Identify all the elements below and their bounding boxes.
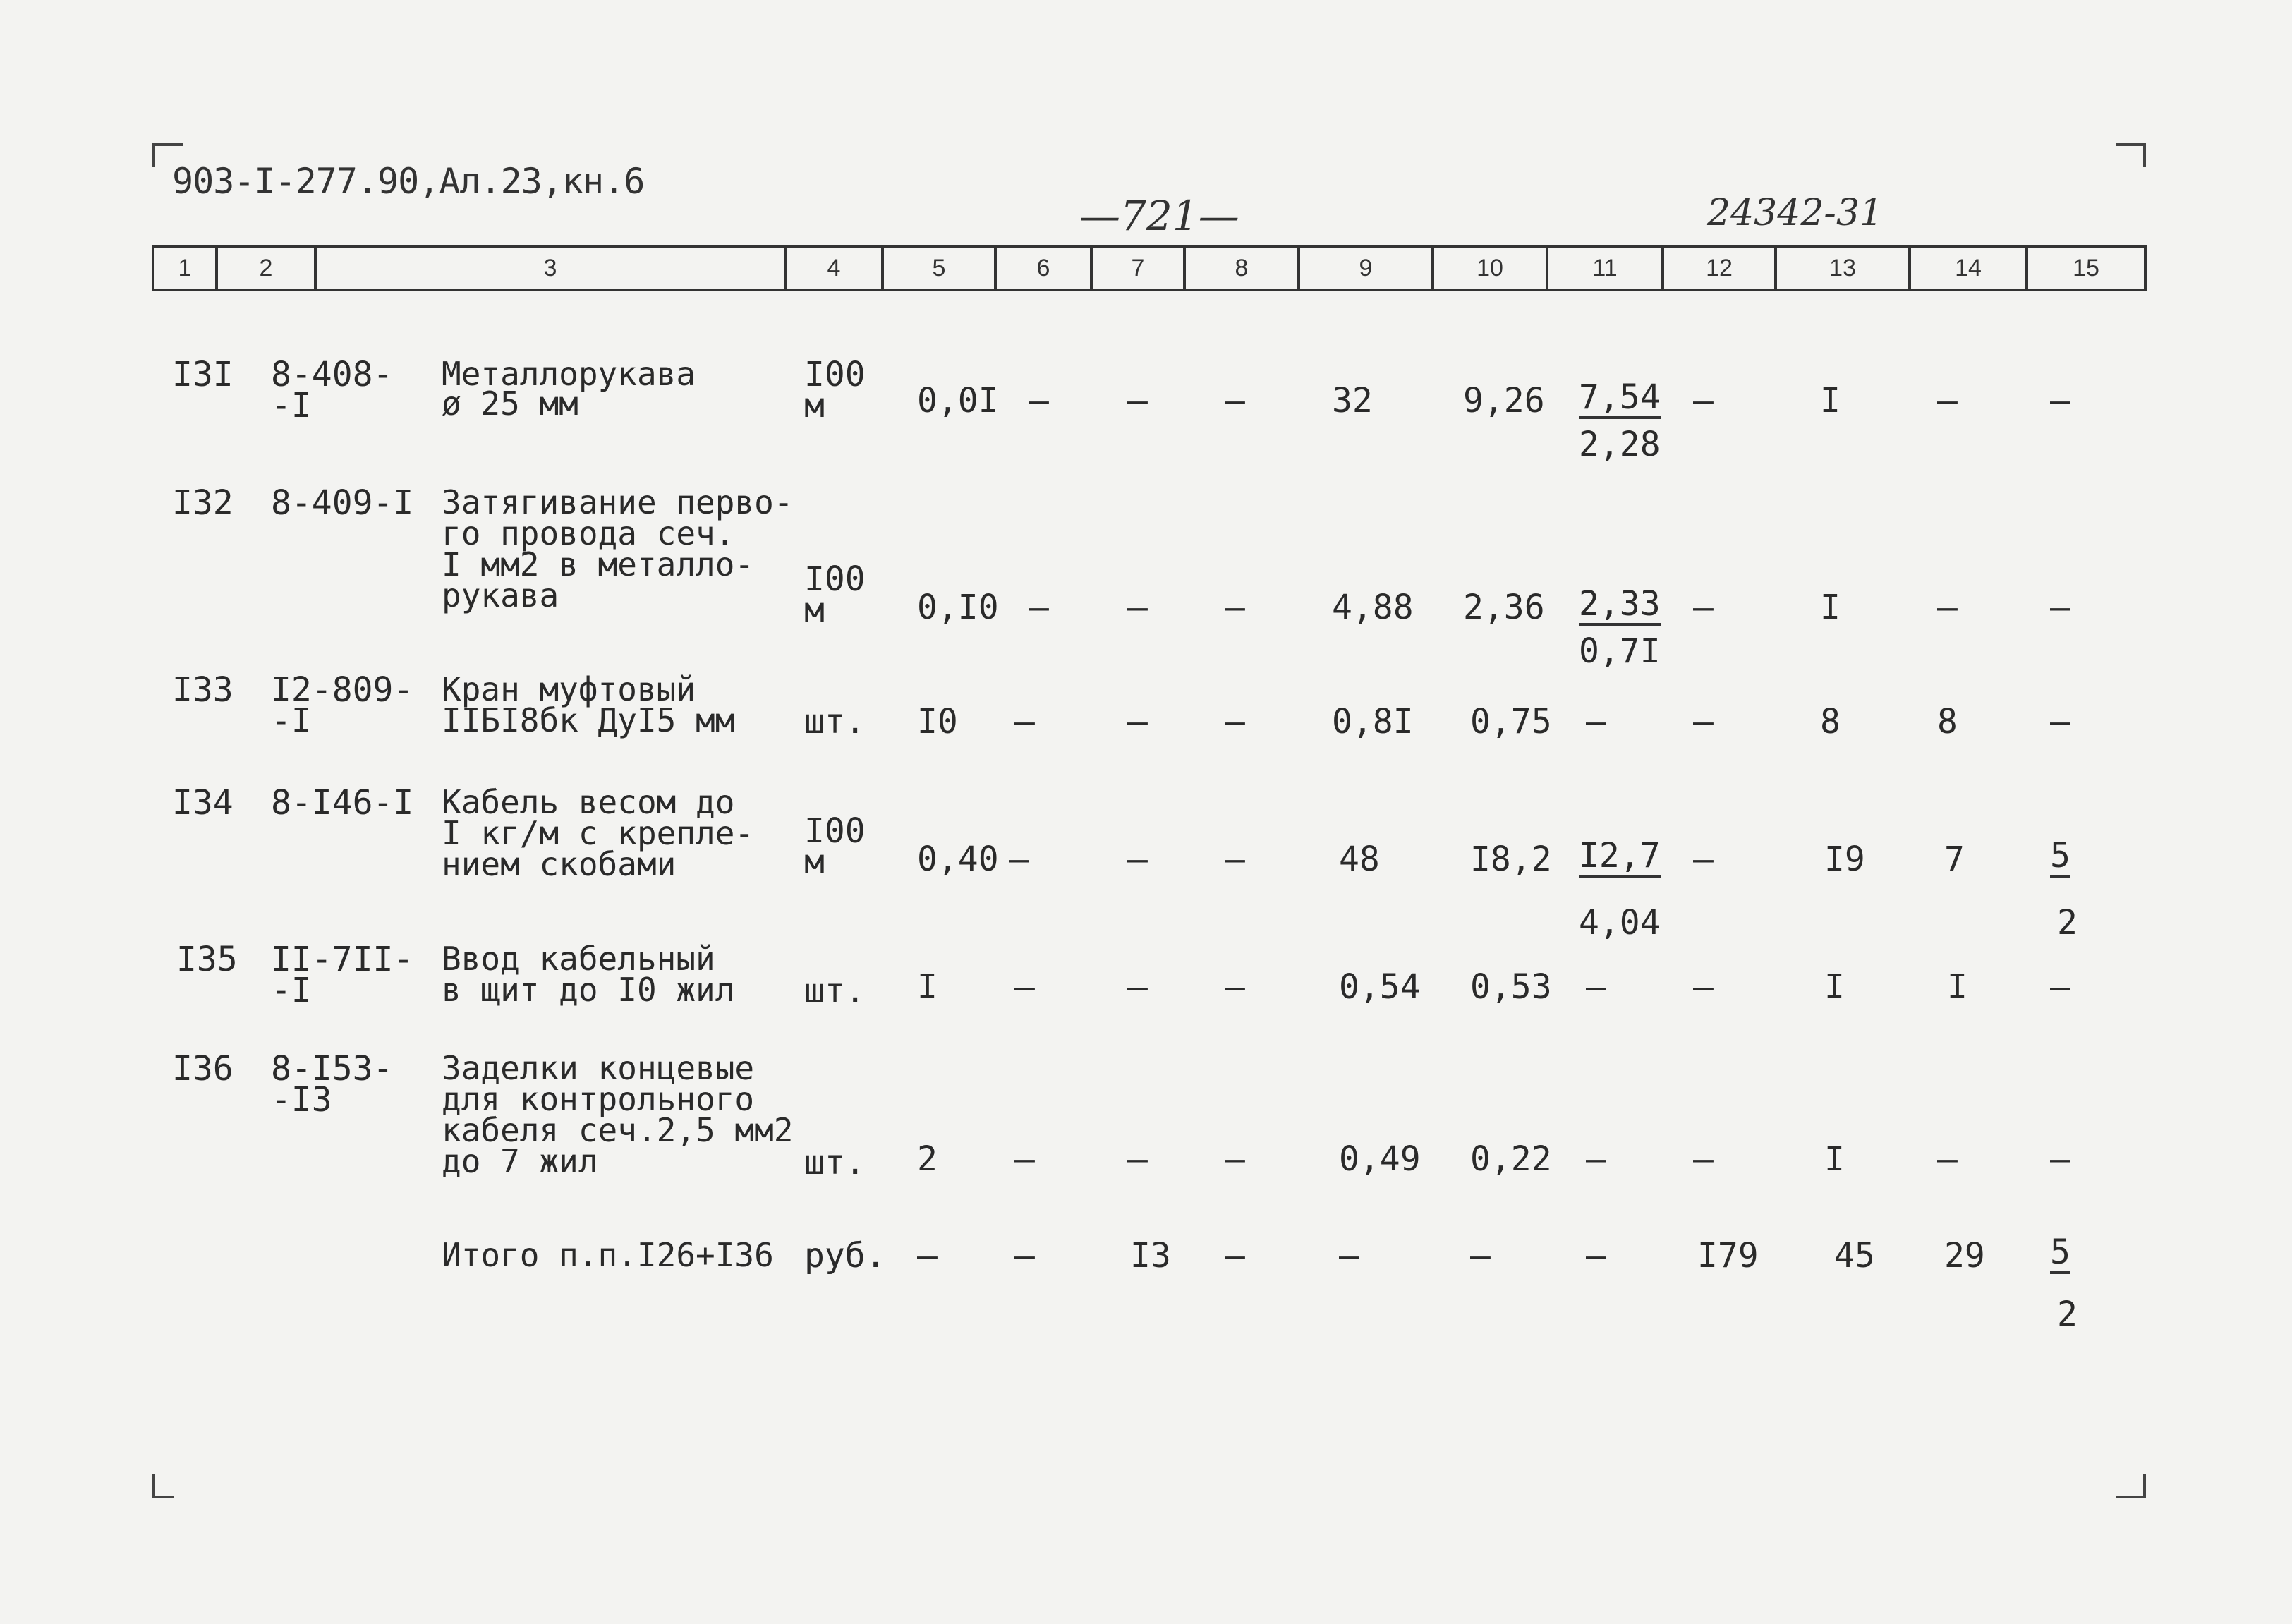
col9-value: 0,54: [1339, 967, 1421, 1007]
col6-value: –: [1029, 381, 1049, 420]
row-code-line: I2-809-: [271, 670, 414, 710]
col14-value: –: [1937, 381, 1958, 420]
col9-value: 4,88: [1332, 588, 1414, 627]
row-number: I3I: [172, 355, 234, 394]
row-description-line: рукава: [442, 576, 559, 614]
col11-fraction-denominator: 2,28: [1579, 425, 1661, 464]
col6-value: –: [1014, 967, 1035, 1007]
row-unit-line: м: [804, 590, 825, 630]
row-description-line: I мм2 в металло-: [442, 545, 755, 583]
corner-mark-top-right: [2116, 143, 2146, 167]
col15-value: –: [2050, 702, 2070, 741]
col11-value: –: [1586, 1139, 1606, 1179]
col10-value: 2,36: [1463, 588, 1545, 627]
column-header-5: 5: [884, 248, 997, 289]
row-number: I36: [172, 1049, 234, 1089]
col12-value: –: [1693, 588, 1714, 627]
col9-value: 48: [1339, 840, 1380, 879]
col10-value: 0,22: [1470, 1139, 1552, 1179]
col9-value: 0,8I: [1332, 702, 1414, 741]
col12-value: –: [1693, 1139, 1714, 1179]
row-description-line: Кран муфтовый: [442, 670, 696, 708]
col14-value: I: [1947, 967, 1967, 1007]
total-col7-value: I3: [1130, 1236, 1171, 1275]
col15-fraction-denominator: 2: [2057, 903, 2078, 943]
col13-value: I: [1820, 588, 1841, 627]
col11-value: –: [1586, 967, 1606, 1007]
col7-value: –: [1127, 381, 1148, 420]
col13-value: I: [1820, 381, 1841, 420]
row-description-line: IIБI8бк ДуI5 мм: [442, 701, 735, 739]
column-header-6: 6: [997, 248, 1093, 289]
col13-value: I: [1824, 1139, 1845, 1179]
column-header-4: 4: [787, 248, 884, 289]
row-description-line: для контрольного: [442, 1080, 755, 1118]
col11-fraction-numerator: 2,33: [1579, 588, 1661, 626]
row-code-line: -I: [271, 971, 312, 1010]
col5-value: 0,0I: [917, 381, 999, 420]
total-col8-value: –: [1225, 1236, 1245, 1275]
column-header-14: 14: [1911, 248, 2028, 289]
col15-value: –: [2050, 588, 2070, 627]
total-col12-value: I79: [1697, 1236, 1759, 1275]
col11-value: –: [1586, 702, 1606, 741]
column-header-1: 1: [154, 248, 218, 289]
col10-value: I8,2: [1470, 840, 1552, 879]
column-header-3: 3: [317, 248, 787, 289]
col5-value: 0,I0: [917, 588, 999, 627]
column-header-2: 2: [218, 248, 317, 289]
col11-fraction-denominator: 0,7I: [1579, 631, 1661, 671]
row-description-line: Заделки концевые: [442, 1049, 755, 1087]
col7-value: –: [1127, 588, 1148, 627]
row-code-line: II-7II-: [271, 940, 414, 979]
total-col13-value: 45: [1834, 1236, 1875, 1275]
row-number: I35: [176, 940, 238, 979]
col14-value: –: [1937, 588, 1958, 627]
col8-value: –: [1225, 967, 1245, 1007]
col9-value: 32: [1332, 381, 1373, 420]
row-number: I33: [172, 670, 234, 710]
total-col15-fraction-numerator: 5: [2050, 1236, 2070, 1274]
col13-value: I: [1824, 967, 1845, 1007]
col12-value: –: [1693, 967, 1714, 1007]
col15-value: –: [2050, 1139, 2070, 1179]
col13-value: I9: [1824, 840, 1865, 879]
corner-mark-bottom-right: [2116, 1474, 2146, 1498]
col11-fraction-denominator: 4,04: [1579, 903, 1661, 943]
column-header-7: 7: [1093, 248, 1186, 289]
column-number-header: [152, 245, 2147, 291]
column-header-9: 9: [1300, 248, 1434, 289]
row-description-line: Затягивание перво-: [442, 483, 794, 521]
total-col14-value: 29: [1944, 1236, 1985, 1275]
total-label: Итого п.п.I26+I36: [442, 1236, 774, 1274]
column-header-13: 13: [1777, 248, 1911, 289]
row-code-line: 8-408-: [271, 355, 394, 394]
col5-value: I: [917, 967, 938, 1007]
row-code-line: 8-409-I: [271, 483, 414, 523]
column-header-8: 8: [1186, 248, 1300, 289]
col7-value: –: [1127, 840, 1148, 879]
row-code-line: 8-I53-: [271, 1049, 394, 1089]
row-unit-line: шт.: [804, 702, 866, 741]
total-col15-fraction-denominator: 2: [2057, 1295, 2078, 1334]
col12-value: –: [1693, 381, 1714, 420]
row-number: I34: [172, 783, 234, 823]
total-col10-value: –: [1470, 1236, 1491, 1275]
col6-value: –: [1009, 840, 1029, 879]
row-description-line: Металлорукава: [442, 355, 696, 393]
col8-value: –: [1225, 702, 1245, 741]
col14-value: 7: [1944, 840, 1965, 879]
total-col9-value: –: [1339, 1236, 1359, 1275]
column-header-10: 10: [1434, 248, 1548, 289]
row-description-line: Ввод кабельный: [442, 940, 715, 978]
col15-value: –: [2050, 381, 2070, 420]
column-header-15: 15: [2073, 255, 2099, 281]
row-unit-line: I00: [804, 811, 866, 851]
col15-fraction-numerator: 5: [2050, 840, 2070, 878]
col5-value: 2: [917, 1139, 938, 1179]
row-description-line: I кг/м с крепле-: [442, 814, 755, 852]
row-code-line: -I: [271, 386, 312, 425]
row-description-line: до 7 жил: [442, 1142, 598, 1180]
col10-value: 9,26: [1463, 381, 1545, 420]
col8-value: –: [1225, 1139, 1245, 1179]
col7-value: –: [1127, 1139, 1148, 1179]
total-col6-value: –: [1014, 1236, 1035, 1275]
row-unit-line: I00: [804, 559, 866, 599]
col15-value: –: [2050, 967, 2070, 1007]
col14-value: 8: [1937, 702, 1958, 741]
row-unit-line: м: [804, 386, 825, 425]
handwritten-reference: 24342-31: [1707, 192, 1884, 234]
page-number: —721—: [1079, 192, 1239, 240]
row-number: I32: [172, 483, 234, 523]
row-description-line: кабеля сеч.2,5 мм2: [442, 1111, 794, 1149]
col11-fraction-numerator: I2,7: [1579, 840, 1661, 878]
row-unit-line: I00: [804, 355, 866, 394]
column-header-11: 11: [1548, 248, 1664, 289]
col10-value: 0,75: [1470, 702, 1552, 741]
col6-value: –: [1014, 1139, 1035, 1179]
col9-value: 0,49: [1339, 1139, 1421, 1179]
row-description-line: го провода сеч.: [442, 514, 735, 552]
row-description-line: ø 25 мм: [442, 384, 578, 423]
row-description-line: в щит до I0 жил: [442, 971, 735, 1009]
col6-value: –: [1014, 702, 1035, 741]
col11-fraction-numerator: 7,54: [1579, 381, 1661, 419]
row-code-line: -I: [271, 701, 312, 741]
col13-value: 8: [1820, 702, 1841, 741]
document-code: 903-I-277.90,Ал.23,кн.6: [172, 161, 645, 202]
total-unit: руб.: [804, 1236, 886, 1275]
col8-value: –: [1225, 588, 1245, 627]
col7-value: –: [1127, 702, 1148, 741]
col6-value: –: [1029, 588, 1049, 627]
col12-value: –: [1693, 702, 1714, 741]
row-description-line: Кабель весом до: [442, 783, 735, 821]
col10-value: 0,53: [1470, 967, 1552, 1007]
row-unit-line: шт.: [804, 971, 866, 1011]
row-code-line: 8-I46-I: [271, 783, 414, 823]
row-description-line: нием скобами: [442, 845, 677, 883]
row-unit-line: м: [804, 842, 825, 882]
total-col11-value: –: [1586, 1236, 1606, 1275]
column-header-12: 12: [1664, 248, 1777, 289]
col7-value: –: [1127, 967, 1148, 1007]
row-unit-line: шт.: [804, 1143, 866, 1182]
total-col5-value: –: [917, 1236, 938, 1275]
col8-value: –: [1225, 840, 1245, 879]
col12-value: –: [1693, 840, 1714, 879]
col8-value: –: [1225, 381, 1245, 420]
row-code-line: -I3: [271, 1080, 332, 1120]
col14-value: –: [1937, 1139, 1958, 1179]
corner-mark-bottom-left: [152, 1474, 174, 1498]
col5-value: I0: [917, 702, 958, 741]
col5-value: 0,40: [917, 840, 999, 879]
